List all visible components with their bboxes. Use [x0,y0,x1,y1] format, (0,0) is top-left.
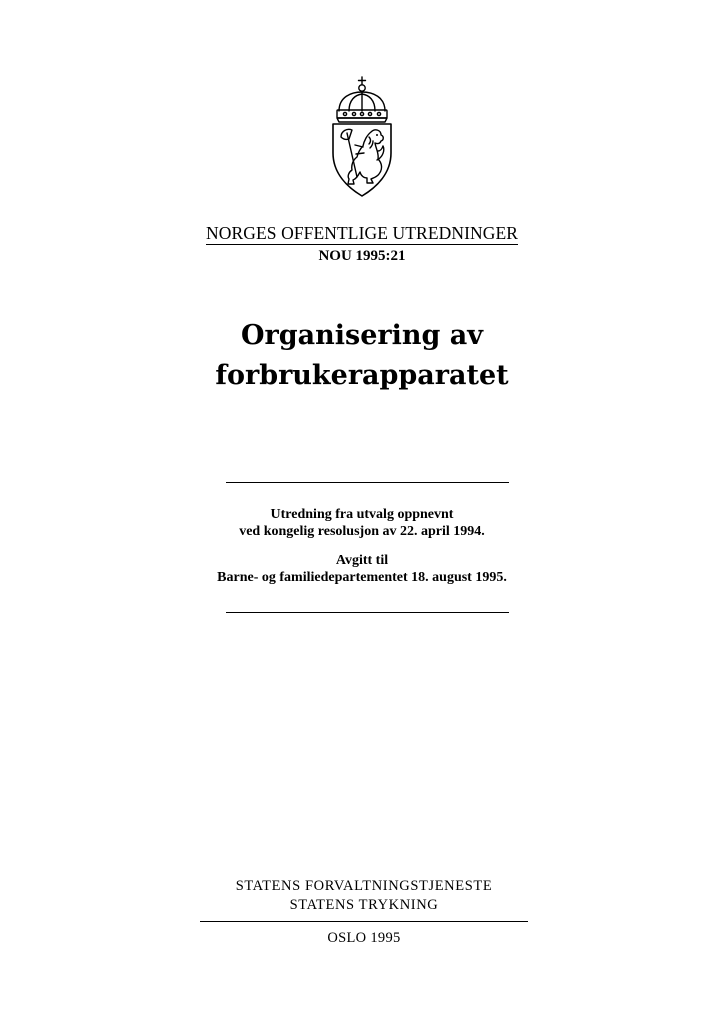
publisher-line-1: STATENS FORVALTNINGSTJENESTE [235,878,493,894]
publisher-line-2: STATENS TRYKNING [289,897,439,913]
commission-statement [160,506,564,540]
commission-line-2: ved kongelig resolusjon av 22. april 1994. [239,524,485,539]
section-divider-bottom [226,612,509,613]
coat-of-arms-icon [327,75,397,199]
header-divider [206,244,518,245]
delivery-line-1: Avgitt til [335,553,389,568]
place-and-year: OSLO 1995 [327,930,401,946]
delivery-line-2: Barne- og familiedepartementet 18. august 1995. [217,570,507,585]
document-title [160,316,564,396]
document-title-line-2: forbrukerapparatet [215,360,509,391]
commission-line-1: Utredning fra utvalg oppnevnt [270,507,454,522]
document-title-line-1: Organisering av [241,320,483,351]
footer-divider [200,921,528,922]
delivery-statement [160,552,564,586]
report-number: NOU 1995:21 [318,248,406,264]
publisher [200,877,528,915]
section-divider-top [226,482,509,483]
series-title: NORGES OFFENTLIGE UTREDNINGER [206,223,519,243]
